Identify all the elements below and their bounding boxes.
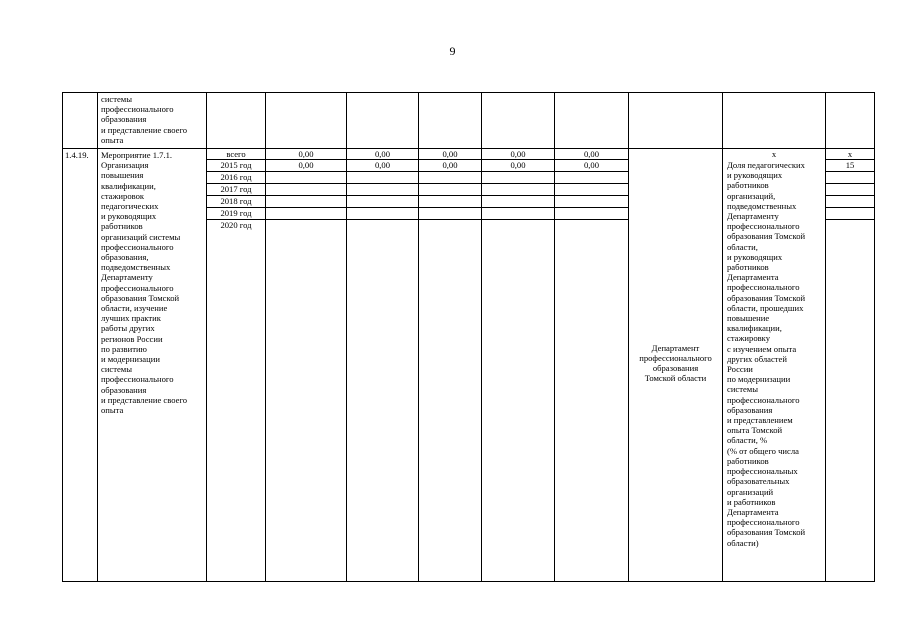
value-cell: 0,00 <box>374 149 391 159</box>
row-description: Мероприятие 1.7.1. Организация повышения квалификации, стажировок педагогических и руководящих работников организаций системы профессионального образования, подведомственных Департаменту профессионального образования Томской области, изучение лучших практик работы других регионов России по развитию и модернизации системы профессионального образования и представление своего опыта <box>101 150 188 416</box>
value-cell: 0,00 <box>583 160 600 170</box>
indicator-description: Доля педагогических и руководящих работников организаций, подведомственных Департаменту профессионального образования Томской области, и руководящих работников Департамента профессионального образования Томской области, прошедших повышение квалификации, стажировку с изучением опыта других областей России по модернизации системы профессионального образования и представлением опыта Томской области, % (% от общего числа работников профессиональных образовательных организаций и работников Департамента профессионального образования Томской области) <box>727 160 806 548</box>
period-2019: 2019 год <box>220 208 252 218</box>
period-2020: 2020 год <box>220 220 252 230</box>
value-cell: 0,00 <box>298 149 314 159</box>
executor: Департамент профессионального образования Томской области <box>639 343 712 383</box>
value-cell: 0,00 <box>298 160 314 170</box>
prev-row-description: системы профессионального образования и представление своего опыта <box>101 94 188 145</box>
period-2015: 2015 год <box>220 160 252 170</box>
page-number: 9 <box>449 44 456 58</box>
row-number: 1.4.19. <box>65 150 89 160</box>
value-cell: 0,00 <box>442 149 458 159</box>
period-2016: 2016 год <box>220 172 252 182</box>
period-2017: 2017 год <box>220 184 252 194</box>
period-total: всего <box>226 149 246 159</box>
value-cell: 0,00 <box>510 160 526 170</box>
value-cell: 0,00 <box>374 160 391 170</box>
program-table <box>62 92 875 581</box>
value-cell: 0,00 <box>510 149 526 159</box>
value-cell: 0,00 <box>442 160 458 170</box>
period-2018: 2018 год <box>220 196 252 206</box>
indicator-value-total: х <box>847 149 853 159</box>
value-cell: 0,00 <box>583 149 600 159</box>
indicator-total-mark: х <box>771 149 777 159</box>
indicator-value-2015: 15 <box>845 160 855 170</box>
